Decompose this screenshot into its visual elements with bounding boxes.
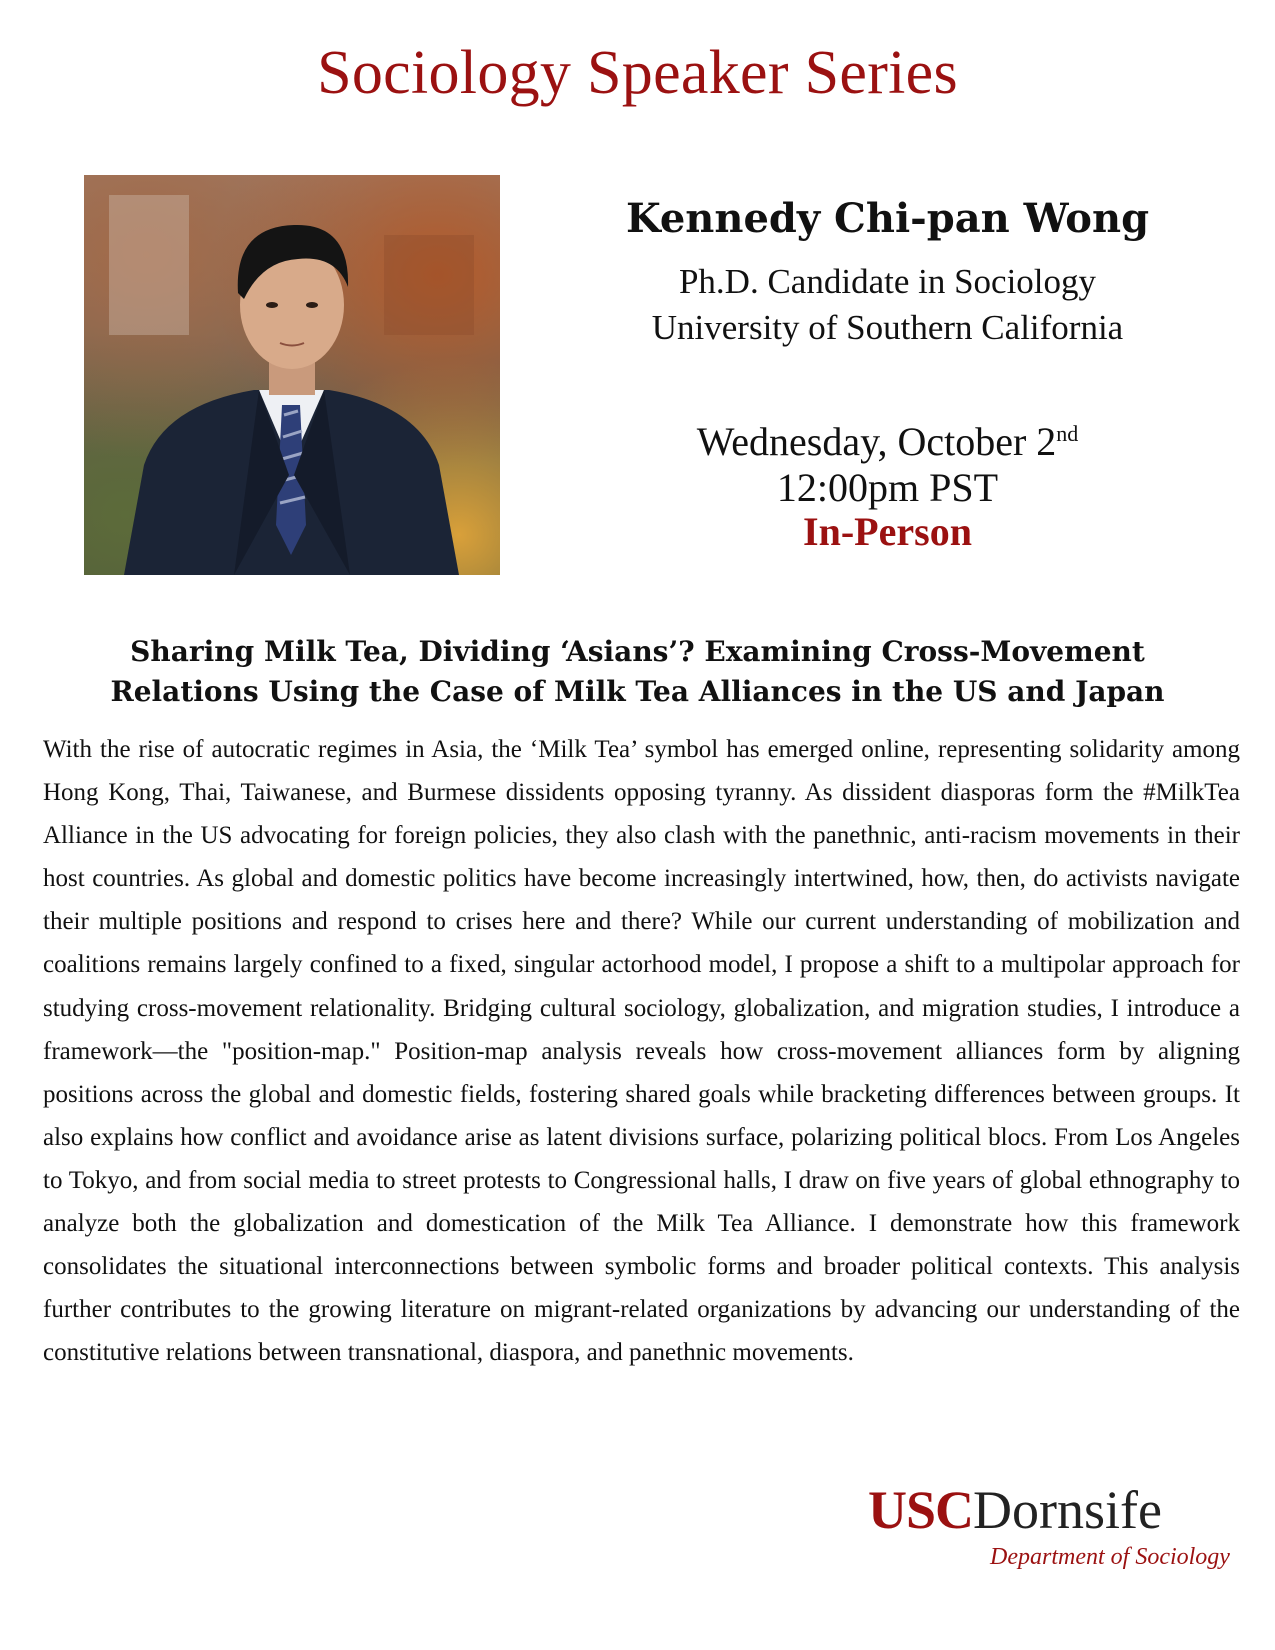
logo-department: Department of Sociology (990, 1544, 1230, 1570)
talk-title-line-2: Relations Using the Case of Milk Tea Alliances in the US and Japan (110, 675, 1165, 708)
speaker-role: Ph.D. Candidate in Sociology (678, 262, 1097, 301)
usc-dornsife-logo (868, 1480, 1228, 1600)
event-date-text: Wednesday, October 2 (696, 419, 1057, 464)
speaker-name: Kennedy Chi-pan Wong (625, 195, 1150, 242)
event-date (500, 418, 1275, 465)
logo-dornsife: Dornsife (973, 1480, 1162, 1540)
logo-wordmark (868, 1480, 1162, 1540)
talk-title-line-1: Sharing Milk Tea, Dividing ‘Asians’? Examining Cross-Movement (130, 635, 1145, 668)
event-format: In-Person (803, 509, 972, 554)
talk-title (30, 632, 1245, 712)
speaker-photo (84, 175, 500, 575)
event-date-suffix: nd (1056, 421, 1079, 446)
speaker-affiliation: University of Southern California (651, 308, 1124, 347)
logo-usc: USC (868, 1480, 974, 1540)
series-title: Sociology Speaker Series (317, 39, 958, 107)
talk-abstract: With the rise of autocratic regimes in Asia, the ‘Milk Tea’ symbol has emerged online, representing solidarity among Hong Kong, Thai, Taiwanese, and Burmese dissidents opposing tyranny. As dissident diasporas form the #MilkTea Alliance in the US advocating for foreign policies, they also clash with the panethnic, anti-racism movements in their host countries. As global and domestic politics have become increasingly intertwined, how, then, do activists navigate their multiple positions and respond to crises here and there? While our current understanding of mobilization and coalitions remains largely confined to a fixed, singular actorhood model, I propose a shift to a multipolar approach for studying cross-movement relationality. Bridging cultural sociology, globalization, and migration studies, I introduce a framework—the "position-map." Position-map analysis reveals how cross-movement alliances form by aligning positions across the global and domestic fields, fostering shared goals while bracketing differences between groups. It also explains how conflict and avoidance arise as latent divisions surface, polarizing political blocs. From Los Angeles to Tokyo, and from social media to street protests to Congressional halls, I draw on five years of global ethnography to analyze both the globalization and domestication of the Milk Tea Alliance. I demonstrate how this framework consolidates the situational interconnections between symbolic forms and broader political contexts. This analysis further contributes to the growing literature on migrant-related organizations by advancing our understanding of the constitutive relations between transnational, diaspora, and panethnic movements. (43, 736, 1240, 1367)
event-time: 12:00pm PST (776, 465, 999, 510)
